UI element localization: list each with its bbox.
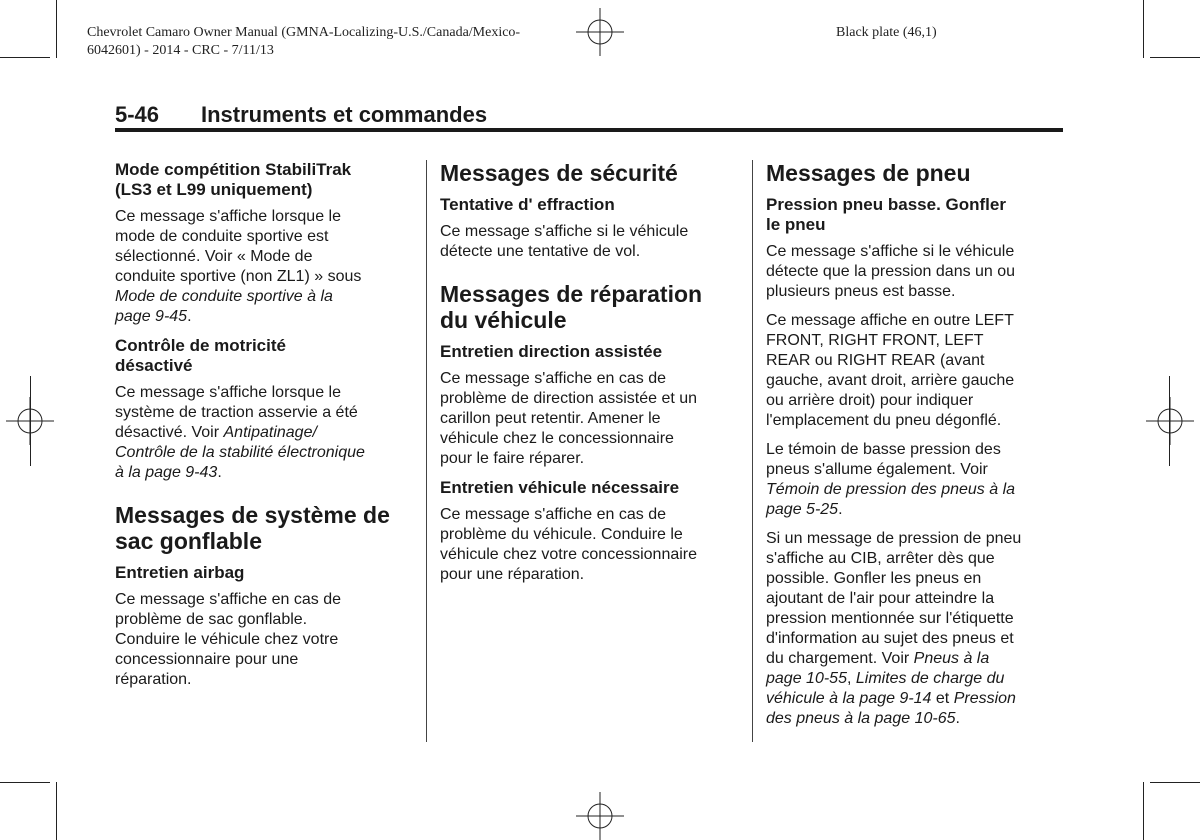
cross-reference: Antipatinage/ (223, 424, 317, 441)
paragraph-traction: Ce message s'affiche lorsque le système de traction asservie a été désactivé. Voir Antipatinage/ Contrôle de la stabilité électronique à la page 9-43. (115, 384, 365, 481)
cross-reference: Pneus à la (913, 650, 990, 667)
crop-mark (1169, 376, 1170, 466)
paragraph-airbag: Ce message s'affiche en cas de problème de sac gonflable. Conduire le véhicule chez votre concessionnaire pour une réparation. (115, 591, 341, 688)
column-divider (426, 160, 427, 742)
paragraph-stabilitrak: Ce message s'affiche lorsque le mode de conduite sportive est sélectionné. Voir « Mode de conduite sportive (non ZL1) » sous Mode de conduite sportive à la page 9-45. (115, 208, 362, 325)
cross-reference: page 9-45 (115, 308, 188, 325)
paragraph-pression-1: Ce message s'affiche si le véhicule détecte que la pression dans un ou plusieurs pneus est basse. (766, 243, 1016, 300)
crop-mark (0, 782, 50, 783)
crop-mark (56, 782, 57, 840)
paragraph-direction: Ce message s'affiche en cas de problème de direction assistée et un carillon peut retentir. Amener le véhicule chez le concessionnaire pour le faire réparer. (440, 370, 698, 467)
print-header-left (87, 24, 520, 60)
heading-airbag-messages: Messages de système de sac gonflable (115, 502, 390, 554)
heading-entretien-airbag: Entretien airbag (115, 563, 245, 582)
cross-reference: Limites de charge du (855, 670, 1005, 687)
heading-stabilitrak: Mode compétition StabiliTrak (LS3 et L99 uniquement) (115, 160, 352, 199)
cross-reference: page 5-25 (766, 501, 839, 518)
crop-mark (1150, 57, 1200, 58)
cross-reference: à la page 9-43 (115, 464, 218, 481)
paragraph-vehicule: Ce message s'affiche en cas de problème du véhicule. Conduire le véhicule chez votre concessionnaire pour une réparation. (440, 506, 698, 583)
crop-mark (30, 376, 31, 466)
paragraph-pression-3: Le témoin de basse pression des pneus s'allume également. Voir Témoin de pression des pneus à la page 5-25. (766, 441, 1016, 518)
heading-rule (115, 128, 1063, 132)
page-number: 5-46 (115, 102, 160, 127)
crop-mark (0, 57, 50, 58)
print-header-line-2: 6042601) - 2014 - CRC - 7/11/13 (87, 43, 274, 58)
paragraph-tentative: Ce message s'affiche si le véhicule détecte une tentative de vol. (440, 223, 689, 260)
cross-reference: Contrôle de la stabilité électronique (115, 444, 365, 461)
cross-reference: page 10-55 (766, 670, 847, 687)
column-2 (440, 160, 735, 594)
heading-tentative: Tentative d' effraction (440, 195, 615, 214)
column-1 (115, 160, 410, 699)
column-divider (752, 160, 753, 742)
crop-mark (1143, 0, 1144, 58)
paragraph-pression-2: Ce message affiche en outre LEFT FRONT, RIGHT FRONT, LEFT REAR ou RIGHT REAR (avant gauche, avant droit, arrière gauche ou arrière droit) pour indiquer l'emplacement du pneu dégonflé. (766, 312, 1015, 429)
heading-repair-messages: Messages de réparation du véhicule (440, 281, 703, 333)
crop-mark (1143, 782, 1144, 840)
registration-mark-icon (576, 792, 624, 840)
cross-reference: des pneus à la page 10-65 (766, 710, 956, 727)
registration-mark-icon (576, 8, 624, 56)
print-header-line-1: Chevrolet Camaro Owner Manual (GMNA-Localizing-U.S./Canada/Mexico- (87, 25, 521, 40)
crop-mark (1150, 782, 1200, 783)
page-heading (115, 102, 487, 128)
column-3 (766, 160, 1061, 738)
cross-reference: Pression (953, 690, 1016, 707)
heading-direction: Entretien direction assistée (440, 342, 663, 361)
heading-pression: Pression pneu basse. Gonfler le pneu (766, 195, 1006, 234)
crop-mark (56, 0, 57, 58)
heading-traction: Contrôle de motricité désactivé (115, 336, 286, 375)
section-title: Instruments et commandes (201, 102, 488, 127)
heading-tire-messages: Messages de pneu (766, 160, 971, 186)
paragraph-pression-4: Si un message de pression de pneu s'affiche au CIB, arrêter dès que possible. Gonfler les pneus en ajoutant de l'air pour atteindre la pression mentionnée sur l'étiquette d'information au sujet des pneus et du chargement. Voir Pneus à la page 10-55, Limites de charge du véhicule à la page 9-14 et Pression des pneus à la page 10-65. (766, 530, 1022, 727)
cross-reference: véhicule à la page 9-14 (766, 690, 932, 707)
cross-reference: Mode de conduite sportive à la (115, 288, 333, 305)
heading-vehicule: Entretien véhicule nécessaire (440, 478, 680, 497)
cross-reference: Témoin de pression des pneus à la (766, 481, 1016, 498)
registration-mark-icon (1146, 397, 1194, 445)
heading-security-messages: Messages de sécurité (440, 160, 678, 186)
print-header-plate: Black plate (46,1) (836, 25, 937, 40)
